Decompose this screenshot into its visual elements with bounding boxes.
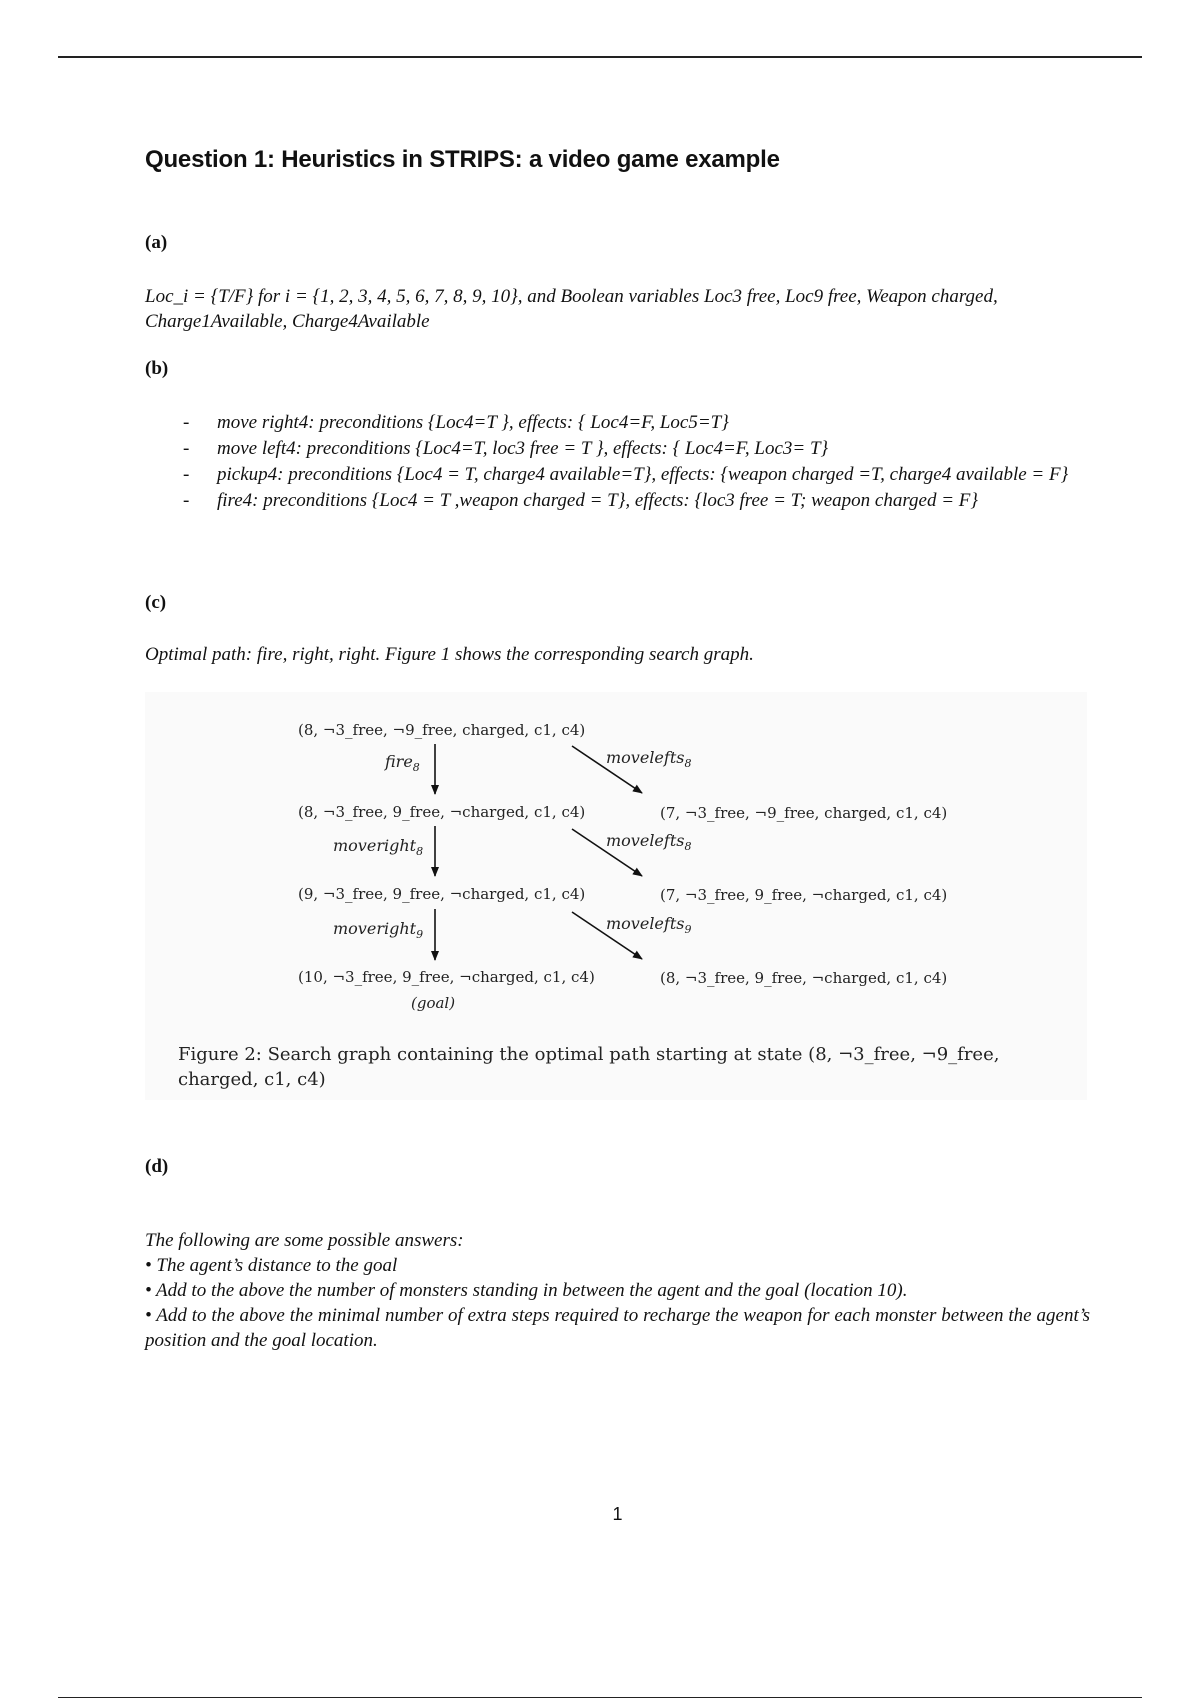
goal-label: (goal): [411, 994, 456, 1012]
label-moveleft-3: movelefts$_9$: [606, 914, 692, 936]
node-right-2: (7, ¬3_free, 9_free, ¬charged, c1, c4): [660, 886, 948, 904]
node-goal: (10, ¬3_free, 9_free, ¬charged, c1, c4): [298, 968, 595, 986]
answers-intro: The following are some possible answers:: [145, 1230, 464, 1251]
section-b-list: [145, 410, 1090, 514]
question-title: Question 1: Heuristics in STRIPS: a video game example: [145, 146, 780, 173]
bottom-rule: [58, 1697, 1142, 1698]
label-fire: fire$_8$: [385, 752, 420, 774]
list-item: - fire4: preconditions {Loc4 = T ,weapon charged = T}, effects: {loc3 free = T; weapon charged = F}: [183, 490, 979, 511]
search-graph-figure: [145, 692, 1087, 1100]
label-moveleft-2: movelefts$_8$: [606, 831, 692, 853]
section-a-text: Loc_i = {T/F} for i = {1, 2, 3, 4, 5, 6, 7, 8, 9, 10}, and Boolean variables Loc3 free, Loc9 free, Weapon charged, Charge1Available, Charge4Available: [145, 286, 998, 332]
list-item: • Add to the above the minimal number of extra steps required to recharge the weapon for each monster between the agent’s position and the goal location.: [145, 1305, 1090, 1351]
node-start: (8, ¬3_free, ¬9_free, charged, c1, c4): [298, 721, 586, 739]
list-item: • Add to the above the number of monsters standing in between the agent and the goal (location 10).: [145, 1280, 908, 1301]
label-moveright-8: moveright$_8$: [333, 836, 424, 858]
section-c-label: (c): [145, 592, 167, 613]
dash-marker: -: [183, 412, 190, 433]
search-graph-diagram: [145, 692, 1087, 1037]
page-number: 1: [612, 1504, 623, 1524]
node-right-3: (8, ¬3_free, 9_free, ¬charged, c1, c4): [660, 969, 948, 987]
list-item: - pickup4: preconditions {Loc4 = T, charge4 available=T}, effects: {weapon charged =T, charge4 available = F}: [183, 464, 1069, 485]
top-rule: [58, 56, 1142, 58]
dash-marker: -: [183, 490, 190, 511]
list-item: - move left4: preconditions {Loc4=T, loc3 free = T }, effects: { Loc4=F, Loc3= T}: [183, 438, 829, 459]
label-moveright-9: moveright$_9$: [333, 919, 424, 941]
section-d-answers: [145, 1228, 1090, 1353]
section-d-label: (d): [145, 1156, 169, 1177]
node-left-2: (8, ¬3_free, 9_free, ¬charged, c1, c4): [298, 803, 586, 821]
label-moveleft-1: movelefts$_8$: [606, 748, 692, 770]
list-item: • The agent’s distance to the goal: [145, 1255, 398, 1276]
dash-marker: -: [183, 464, 190, 485]
section-c-text: Optimal path: fire, right, right. Figure 1 shows the corresponding search graph.: [145, 644, 754, 665]
node-left-3: (9, ¬3_free, 9_free, ¬charged, c1, c4): [298, 885, 586, 903]
section-b-label: (b): [145, 358, 169, 379]
section-a-label: (a): [145, 232, 168, 253]
figure-caption: Figure 2: Search graph containing the optimal path starting at state (8, ¬3_free, ¬9_free, charged, c1, c4): [178, 1044, 1000, 1090]
list-item: - move right4: preconditions {Loc4=T }, effects: { Loc4=F, Loc5=T}: [183, 412, 729, 433]
node-right-1: (7, ¬3_free, ¬9_free, charged, c1, c4): [660, 804, 948, 822]
dash-marker: -: [183, 438, 190, 459]
